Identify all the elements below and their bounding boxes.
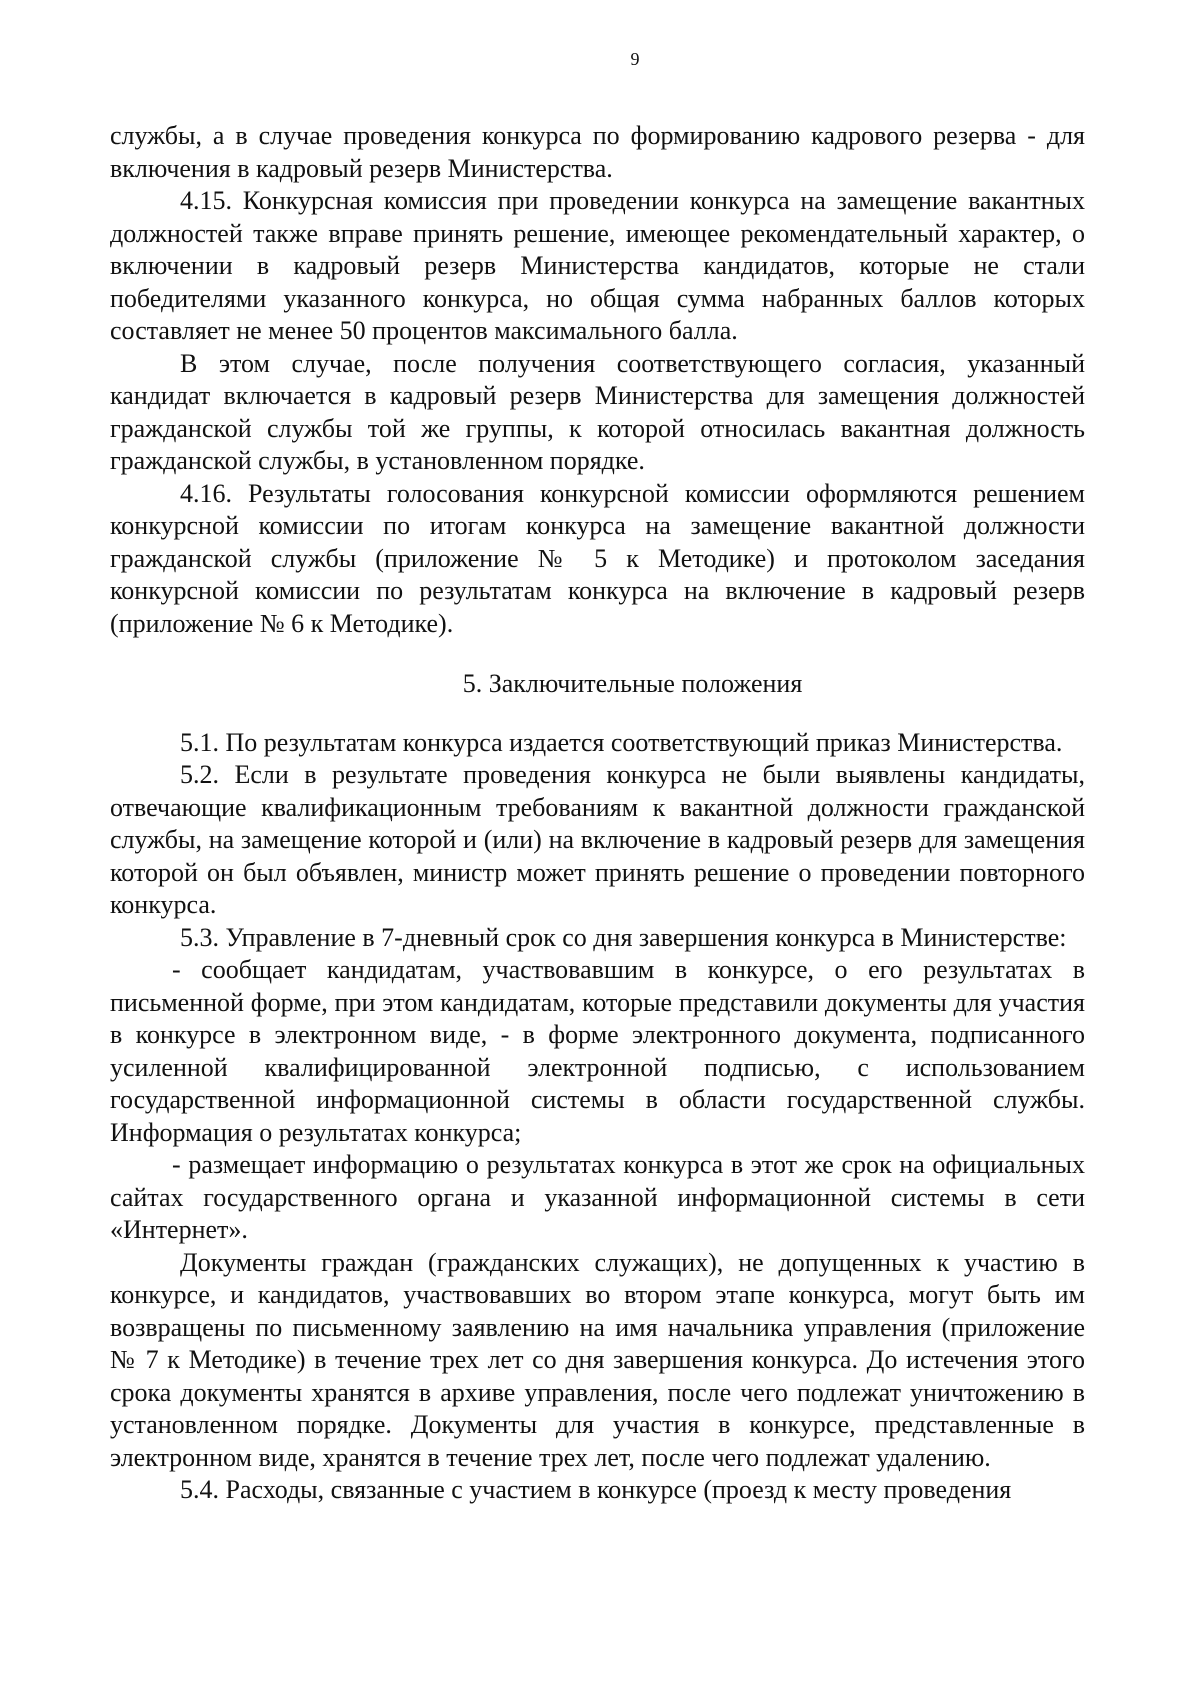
paragraph-5-3-documents: Документы граждан (гражданских служащих), не допущенных к участию в конкурсе, и кандидатов, участвовавших во втором этапе конкурса, могут быть им возвращены по письменному заявлению на имя начальника управления (приложение № 7 к Методике) в течение трех лет со дня завершения конкурса. До истечения этого срока документы хранятся в архиве управления, после чего подлежат уничтожению в установленном порядке. Документы для участия в конкурсе, представленные в электронном виде, хранятся в течение трех лет, после чего подлежат удалению. bbox=[110, 1247, 1085, 1472]
paragraph-5-4: 5.4. Расходы, связанные с участием в конкурсе (проезд к месту проведения bbox=[180, 1475, 1012, 1504]
paragraph-5-1: 5.1. По результатам конкурса издается соответствующий приказ Министерства. bbox=[180, 727, 1063, 757]
paragraph-5-3-bullet-notify: - сообщает кандидатам, участвовавшим в конкурсе, о его результатах в письменной форме, при этом кандидатам, которые представили документы для участия в конкурсе в электронном виде, - в форме электронного документа, подписанного усиленной квалифицированной электронной подписью, с использованием государственной информационной системы в области государственной службы. Информация о результатах конкурса; bbox=[110, 955, 1085, 1147]
section-title: 5. Заключительные положения bbox=[462, 669, 803, 698]
paragraph-continuation: службы, а в случае проведения конкурса по формированию кадрового резерва - для включения в кадровый резерв Министерства. bbox=[110, 121, 1085, 183]
paragraph-5-2: 5.2. Если в результате проведения конкурса не были выявлены кандидаты, отвечающие квалификационным требованиям к вакантной должности гражданской службы, на замещение которой и (или) на включение в кадровый резерв для замещения которой он был объявлен, министр может принять решение о проведении повторного конкурса. bbox=[110, 760, 1085, 919]
paragraph-4-15: 4.15. Конкурсная комиссия при проведении конкурса на замещение вакантных должностей также вправе принять решение, имеющее рекомендательный характер, о включении в кадровый резерв Министерства кандидатов, которые не стали победителями указанного конкурса, но общая сумма набранных баллов которых составляет не менее 50 процентов максимального балла. bbox=[110, 186, 1085, 345]
document-body bbox=[110, 120, 1085, 1507]
paragraph-4-15-consent: В этом случае, после получения соответствующего согласия, указанный кандидат включается в кадровый резерв Министерства для замещения должностей гражданской службы той же группы, к которой относилась вакантная должность гражданской службы, в установленном порядке. bbox=[110, 348, 1085, 475]
paragraph-5-3-bullet-publish: - размещает информацию о результатах конкурса в этот же срок на официальных сайтах государственного органа и указанной информационной системы в сети «Интернет». bbox=[110, 1150, 1085, 1244]
paragraph-4-16: 4.16. Результаты голосования конкурсной комиссии оформляются решением конкурсной комиссии по итогам конкурса на замещение вакантной должности гражданской службы (приложение № 5 к Методике) и протоколом заседания конкурсной комиссии по результатам конкурса на включение в кадровый резерв (приложение № 6 к Методике). bbox=[110, 478, 1085, 638]
page-number: 9 bbox=[630, 49, 640, 69]
paragraph-5-3: 5.3. Управление в 7-дневный срок со дня завершения конкурса в Министерстве: bbox=[180, 922, 1067, 952]
